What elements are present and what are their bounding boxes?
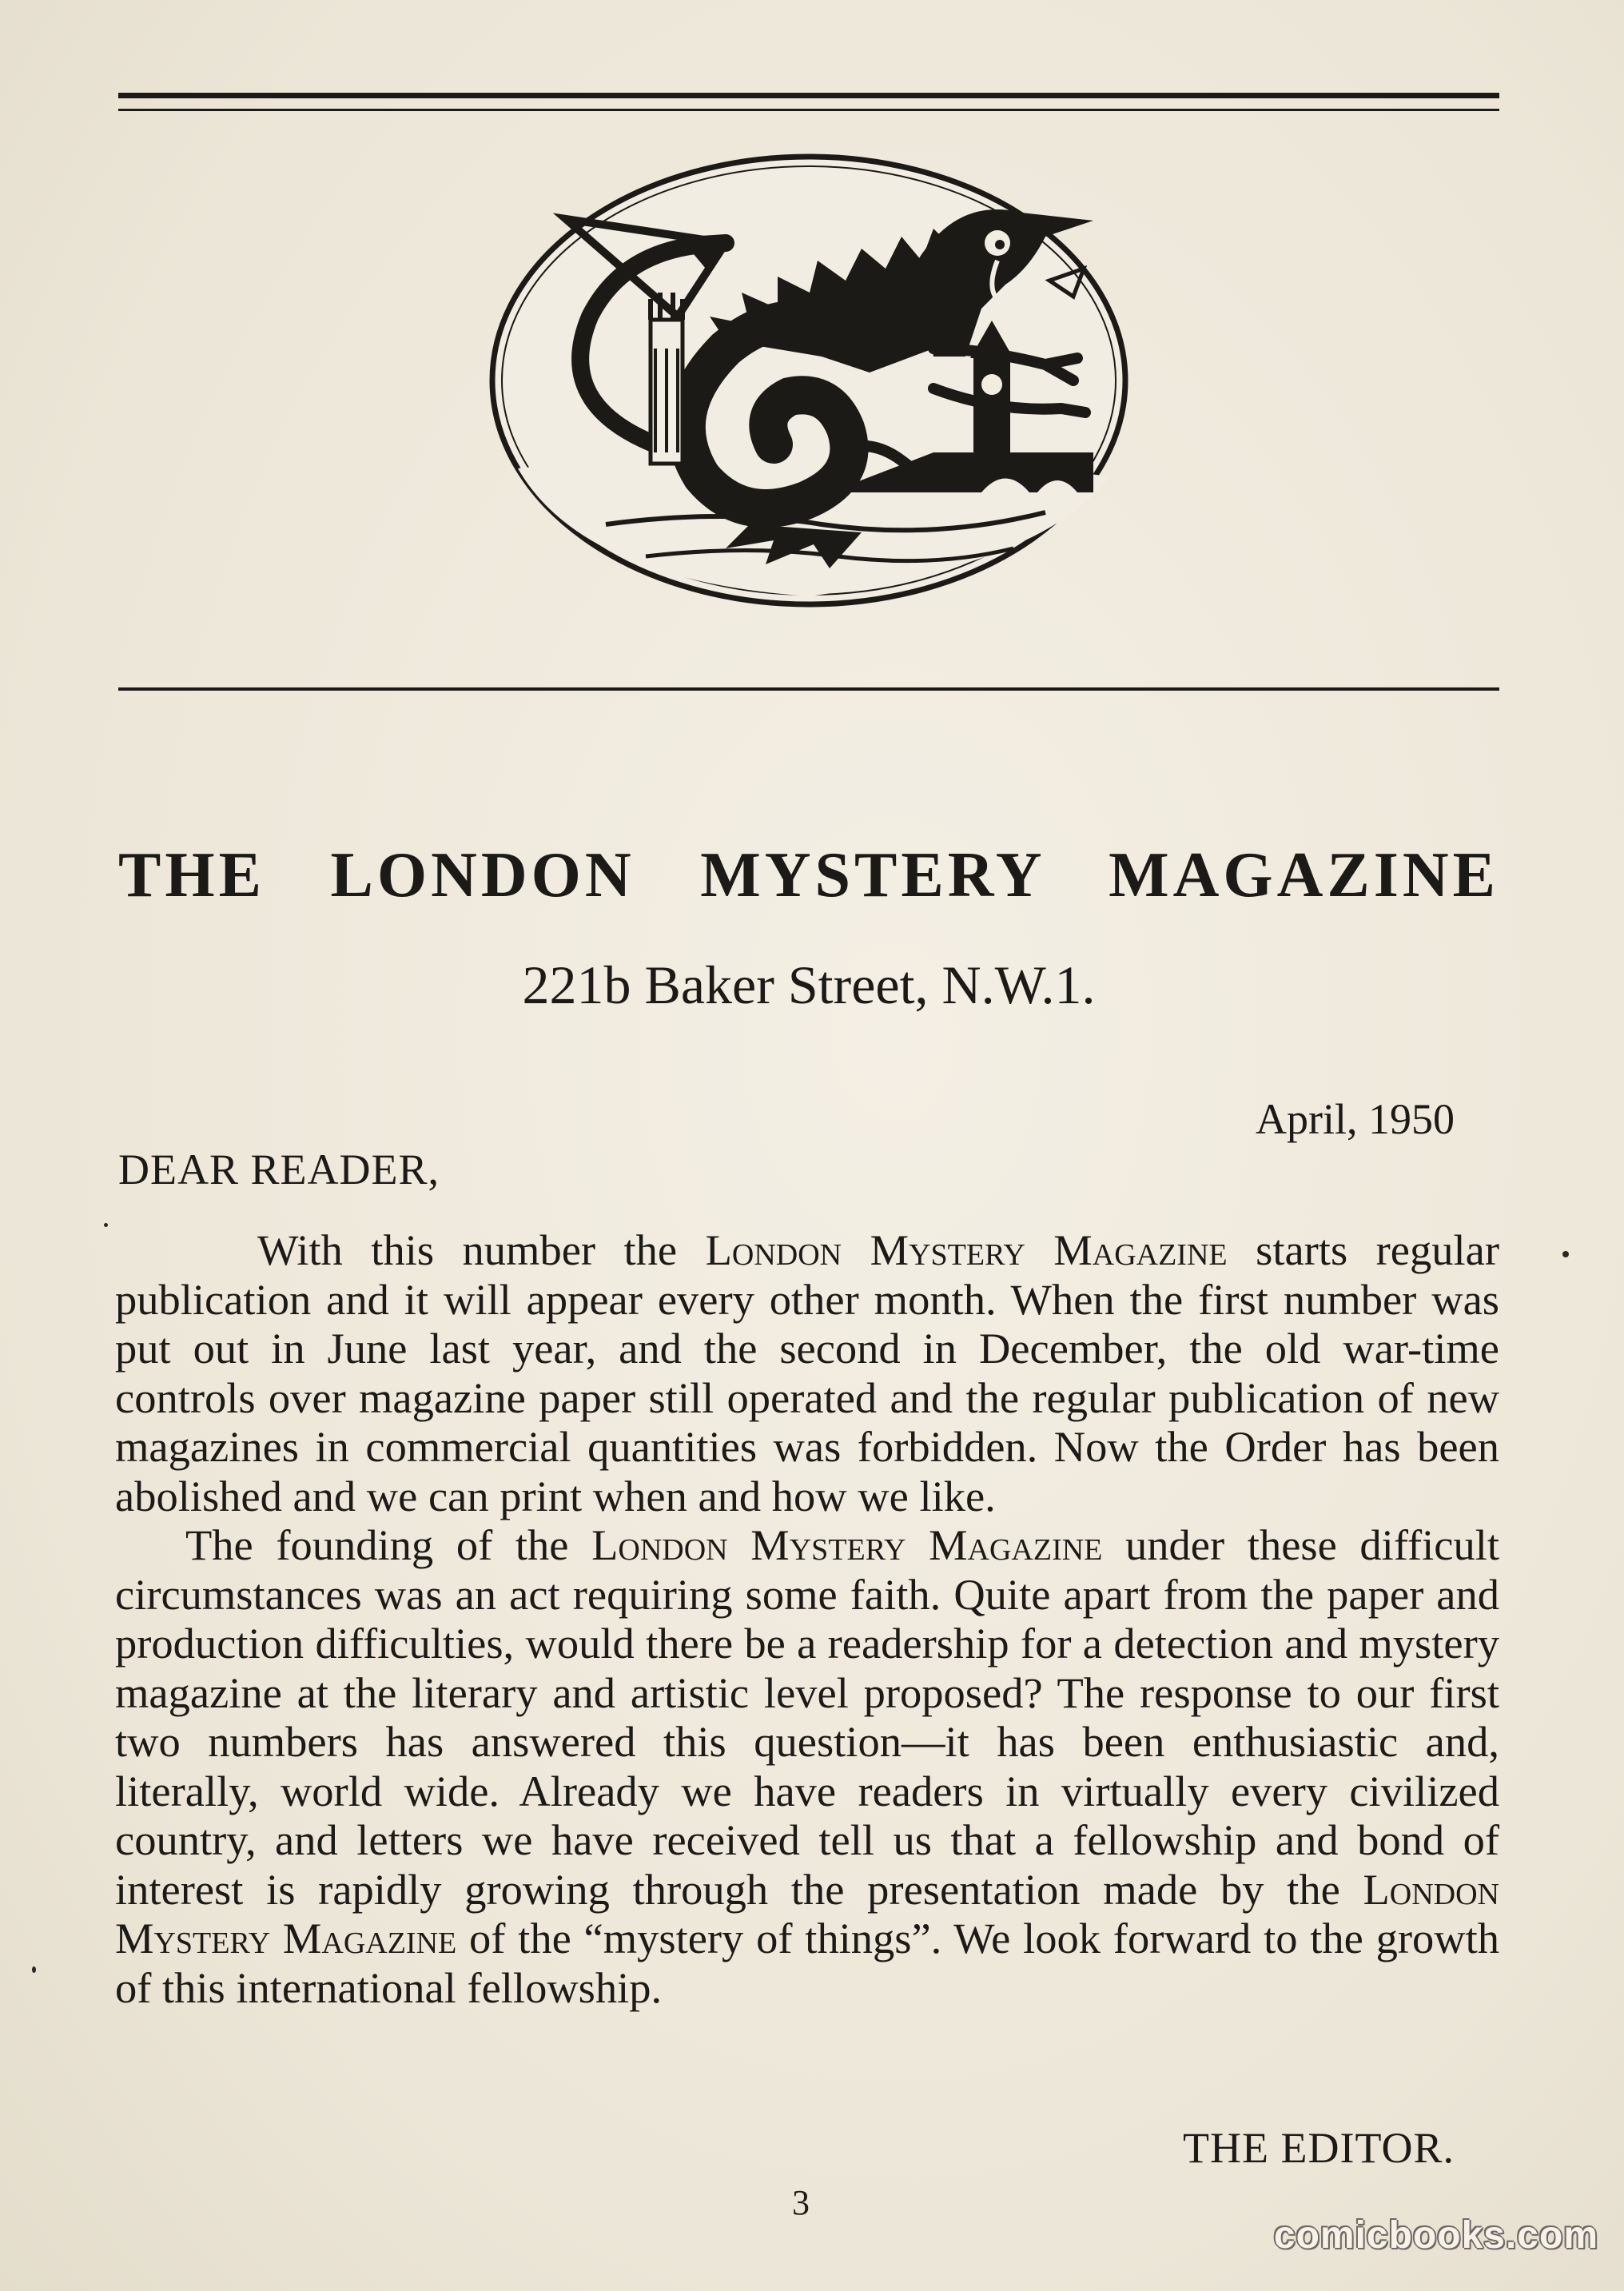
text-run: of the “mystery of things”. We look forward to the growth of this international fellowship. [115,1914,1499,2012]
letter-body [115,1225,1499,2012]
middle-rule [118,687,1499,691]
ink-speck [104,1223,108,1227]
magazine-title: THE LONDON MYSTERY MAGAZINE [118,840,1499,910]
ink-speck [1562,1251,1569,1257]
letter-paragraph-2 [115,1520,1499,2012]
magazine-name-smallcaps: London Mystery Magazine [591,1520,1103,1569]
magazine-name-smallcaps: London Mystery Magazine [115,1864,1499,1962]
text-run: With this number the [257,1225,706,1274]
letter-salutation: DEAR READER, [118,1146,440,1193]
letter-date: April, 1950 [1256,1095,1455,1143]
page-number: 3 [792,2183,810,2222]
text-run: under these difficult circumstances was an act requiring some faith. Quite apart from the paper and production difficulties, would there be a readership for a detection and mystery magazine at the literary and artistic level proposed? The response to our first two numbers has answered this question—it has been enthusiastic and, literally, world wide. Already we have readers in virtually every civilized country, and letters we have received tell us that a fellowship and bond of interest is rapidly growing through the presentation made by the [115,1520,1500,1914]
magazine-address: 221b Baker Street, N.W.1. [522,954,1096,1015]
text-run: The founding of the [185,1520,592,1569]
ink-speck [32,1966,36,1973]
top-rule-thick [118,93,1499,98]
dragon-emblem-icon [486,149,1132,612]
letter-paragraph-1 [115,1225,1499,1520]
letter-signoff: THE EDITOR. [1183,2124,1455,2172]
watermark: comicbooks.com [1273,2214,1598,2257]
text-run: starts regular publication and it will appear every other month. When the first number was put out in June last year, and the second in December, the old war-time controls over magazine paper still operated and the regular publication of new magazines in commercial quantities was forbidden. Now the Order has been abolished and we can print when and how we like. [115,1225,1499,1520]
top-rule-thin [118,109,1499,111]
magazine-name-smallcaps: London Mystery Magazine [705,1225,1228,1274]
